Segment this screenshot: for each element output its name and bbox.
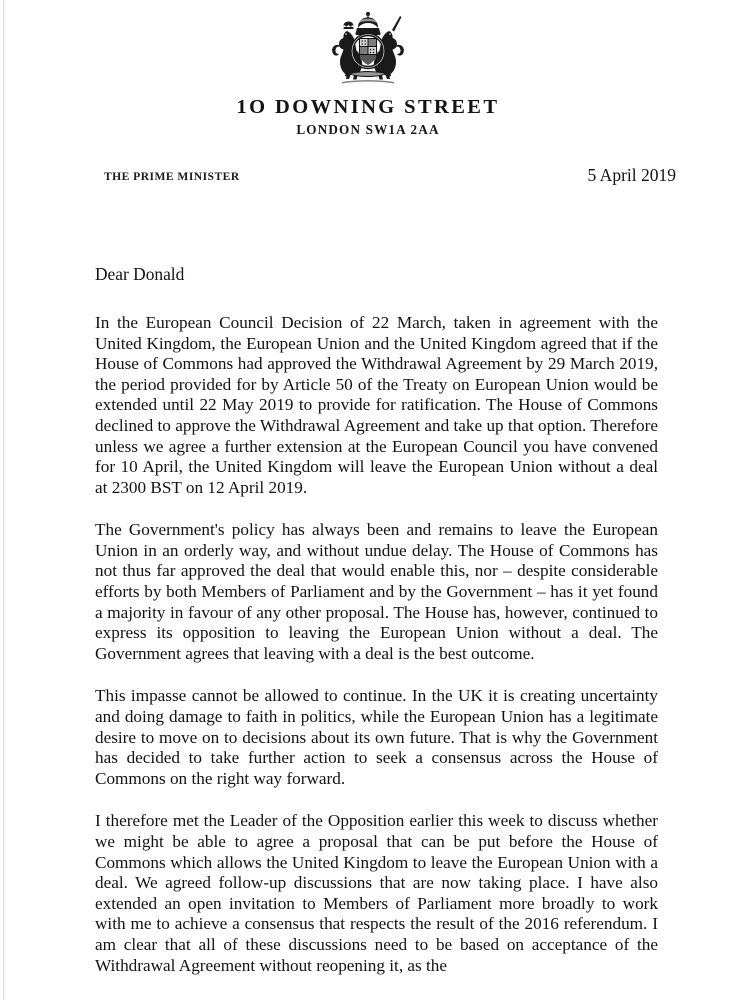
- royal-coat-of-arms-icon: [316, 8, 420, 90]
- letter-date: 5 April 2019: [587, 164, 676, 185]
- letterhead: [0, 0, 736, 138]
- city-postcode: LONDON SW1A 2AA: [296, 121, 440, 137]
- salutation: Dear Donald: [95, 263, 185, 284]
- body-paragraph: This impasse cannot be allowed to continue. In the UK it is creating uncertainty and doing damage to faith in politics, while the European Union has a legitimate desire to move on to decisions about its own future. That is why the Government has decided to take further action to seek a consensus across the House of Commons on the right way forward.: [95, 686, 658, 788]
- letter-header-row: [0, 164, 736, 192]
- body-paragraph: The Government's policy has always been and remains to leave the European Union in an orderly way, and without undue delay. The House of Commons has not thus far approved the deal that would enable this, nor – despite considerable efforts by both Members of Parliament and by the Government – has it yet found a majority in favour of any other proposal. The House has, however, continued to express its opposition to leaving the European Union without a deal. The Government agrees that leaving with a deal is the best outcome.: [95, 520, 658, 663]
- body-paragraph: I therefore met the Leader of the Opposition earlier this week to discuss whether we might be able to agree a proposal that can be put before the House of Commons which allows the United Kingdom to leave the European Union with a deal. We agreed follow-up discussions that are now taking place. I have also extended an open invitation to Members of Parliament more broadly to work with me to achieve a consensus that respects the result of the 2016 referendum. I am clear that all of these discussions need to be based on acceptance of the Withdrawal Agreement without reopening it, as the: [95, 811, 658, 975]
- body-paragraph: In the European Council Decision of 22 March, taken in agreement with the United Kingdom, the European Union and the United Kingdom agreed that if the House of Commons had approved the Withdrawal Agreement by 29 March 2019, the period provided for by Article 50 of the Treaty on European Union would be extended until 22 May 2019 to provide for ratification. The House of Commons declined to approve the Withdrawal Agreement and take up that option. Therefore unless we agree a further extension at the European Council you have convened for 10 April, the United Kingdom will leave the European Union without a deal at 2300 BST on 12 April 2019.: [95, 312, 658, 497]
- street-name: 1O DOWNING STREET: [236, 96, 500, 118]
- letter-body: [0, 264, 736, 976]
- sender-title: THE PRIME MINISTER: [104, 169, 240, 183]
- letterhead-address: [0, 96, 736, 138]
